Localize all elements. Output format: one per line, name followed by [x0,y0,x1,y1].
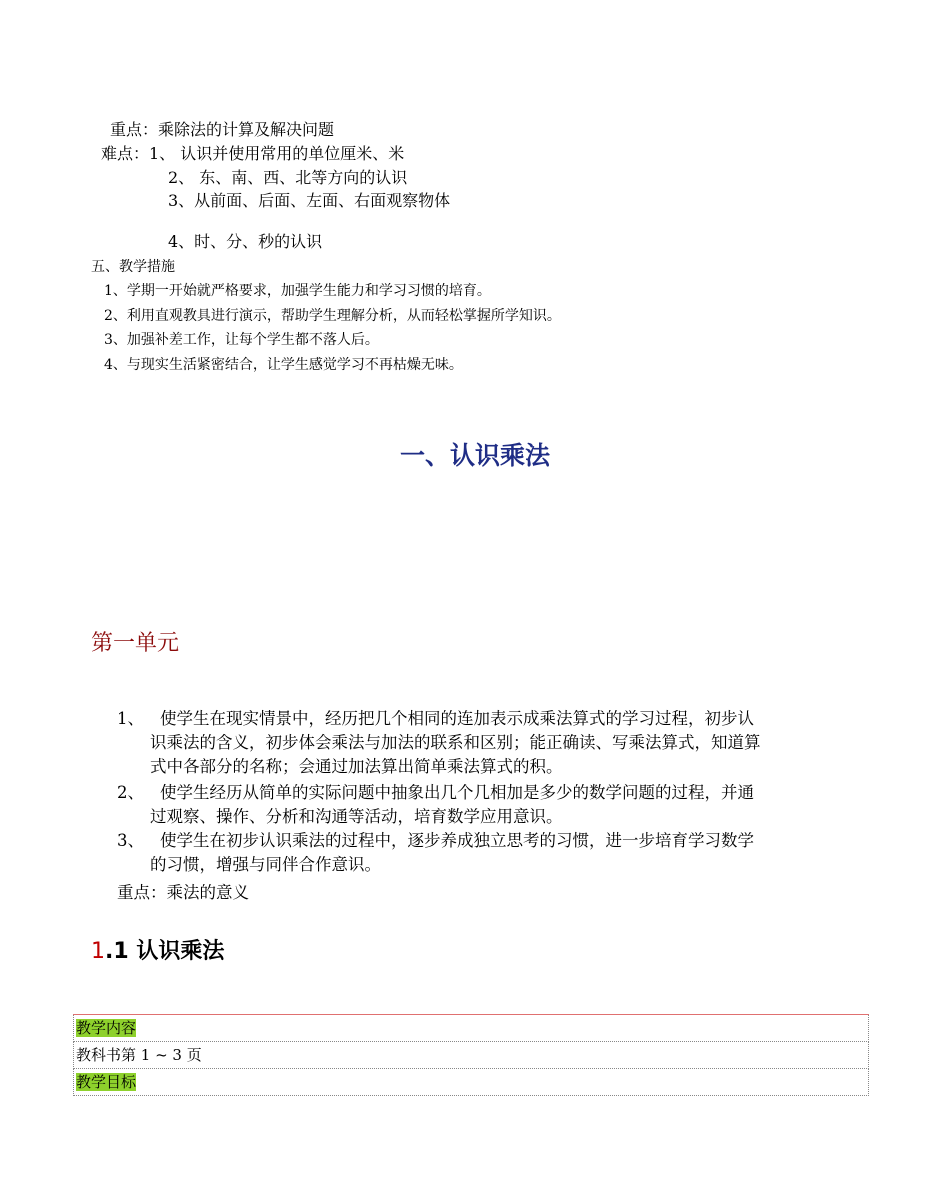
section-title [91,934,224,965]
measure-item: 4、与现实生活紧密结合，让学生感觉学习不再枯燥无味。 [104,357,463,373]
difficulty-item: 3、从前面、后面、左面、右面观察物体 [168,191,451,210]
lesson-table [73,1014,869,1096]
goal-line: 的习惯，增强与同伴合作意识。 [150,855,381,874]
section-title-text: .1 认识乘法 [105,939,225,964]
chapter-title: 一、认识乘法 [399,441,550,470]
goal-line: 使学生在初步认识乘法的过程中，逐步养成独立思考的习惯，进一步培育学习数学 [160,831,754,850]
table-cell [74,1015,869,1042]
goal-line: 式中各部分的名称；会通过加法算出简单乘法算式的积。 [150,757,563,776]
section-number: 1 [91,939,105,964]
goal-number: 3、 [117,831,144,850]
focus-text: 重点：乘除法的计算及解决问题 [110,120,335,139]
difficulty-item: 4、时、分、秒的认识 [168,232,323,251]
measures-heading: 五、教学措施 [91,259,175,275]
table-row [74,1069,869,1096]
table-row [74,1015,869,1042]
table-row [74,1042,869,1069]
table-cell [74,1069,869,1096]
goal-line: 识乘法的含义，初步体会乘法与加法的联系和区别；能正确读、写乘法算式，知道算 [150,733,761,752]
key-point: 重点：乘法的意义 [117,883,249,902]
measure-item: 3、加强补差工作，让每个学生都不落人后。 [104,332,379,348]
goal-line: 使学生经历从简单的实际问题中抽象出几个几相加是多少的数学问题的过程，并通 [160,783,754,802]
goal-item [117,707,862,779]
difficulty-text: 难点：1、 认识并使用常用的单位厘米、米 [101,144,405,163]
goal-line: 使学生在现实情景中，经历把几个相同的连加表示成乘法算式的学习过程，初步认 [160,709,754,728]
unit-title: 第一单元 [91,631,180,656]
goal-item [117,829,862,877]
goal-item [117,781,862,829]
cell-text: 教科书第 1 ~ 3 页 [76,1046,202,1064]
goal-line: 过观察、操作、分析和沟通等活动，培育数学应用意识。 [150,807,563,826]
difficulty-item: 2、 东、南、西、北等方向的认识 [168,168,408,187]
goal-number: 2、 [117,783,144,802]
cell-text: 教学内容 [76,1019,137,1037]
table-cell [74,1042,869,1069]
goal-number: 1、 [117,709,144,728]
cell-text: 教学目标 [76,1073,137,1091]
measure-item: 1、学期一开始就严格要求，加强学生能力和学习习惯的培育。 [104,283,491,299]
measure-item: 2、利用直观教具进行演示，帮助学生理解分析，从而轻松掌握所学知识。 [104,308,561,324]
